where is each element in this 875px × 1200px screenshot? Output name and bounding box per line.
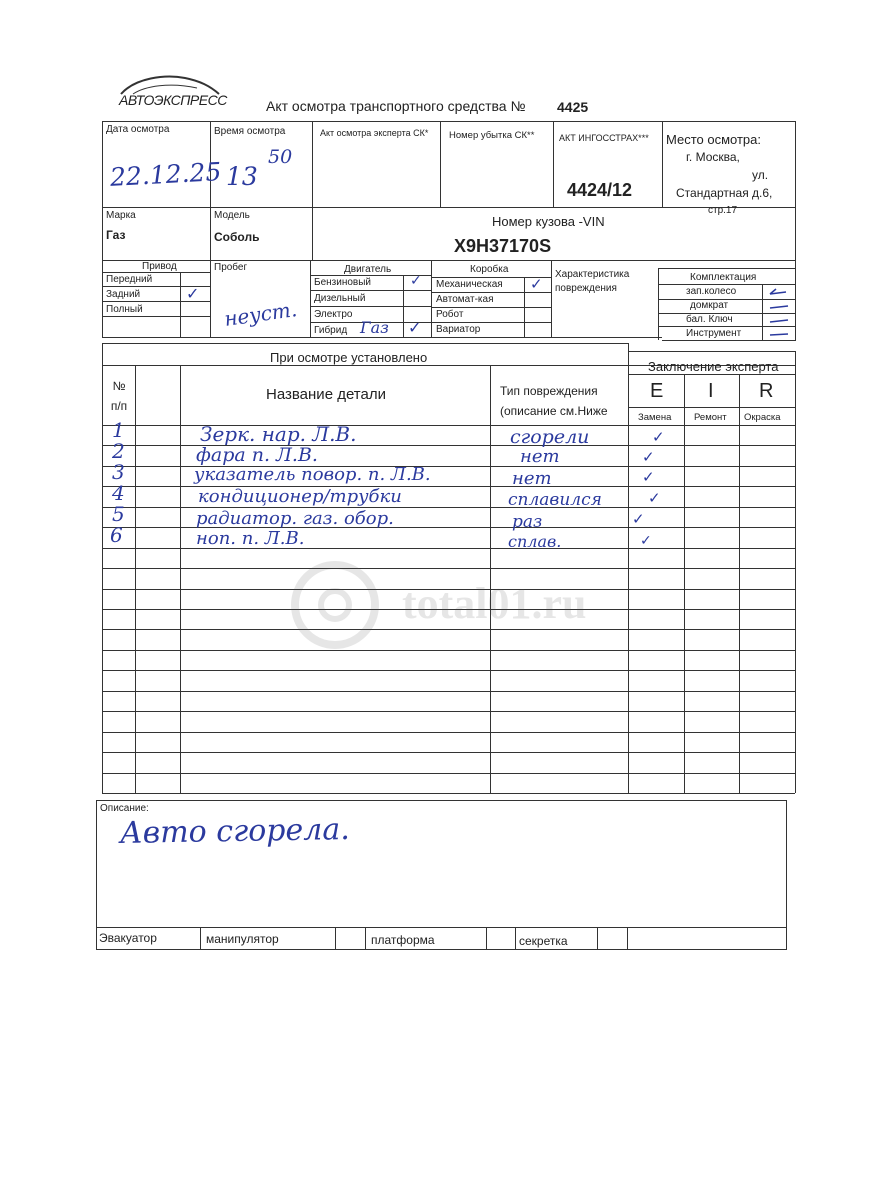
gearbox-label: Коробка [470, 264, 509, 275]
make-label: Марка [106, 210, 136, 221]
row-e-check: ✓ [632, 510, 645, 528]
engine-petrol-check: ✓ [410, 273, 422, 289]
row-number: 3 [112, 460, 125, 484]
row-number: 5 [112, 502, 125, 526]
watermark-text: total01.ru [402, 579, 587, 628]
row-part: указатель повор. п. Л.В. [194, 464, 431, 485]
time-label: Время осмотра [214, 126, 286, 137]
description-text: Авто сгорела. [119, 811, 351, 852]
found-label: При осмотре установлено [270, 350, 428, 365]
table-row-line [102, 773, 795, 774]
row-damage: сгорели [510, 426, 590, 448]
equipment-label: Комплектация [690, 272, 757, 283]
table-row-line [102, 568, 795, 569]
drive-front: Передний [106, 274, 153, 285]
table-row-line [102, 691, 795, 692]
equipment-dash-marks [764, 284, 794, 340]
col-r-label: R [759, 380, 774, 402]
col-e-sub: Замена [638, 412, 672, 423]
engine-hybrid: Гибрид [314, 325, 348, 336]
row-number: 1 [112, 418, 125, 442]
row-part: ноп. п. Л.В. [196, 528, 305, 549]
gearbox-auto: Автомат-кая [436, 294, 494, 305]
table-row-line [102, 793, 795, 794]
mileage-value: неуст. [222, 297, 299, 331]
platform-label: платформа [371, 933, 435, 947]
part-name-label: Название детали [266, 386, 386, 403]
secret-label: секретка [519, 934, 568, 948]
table-row-line [102, 752, 795, 753]
time-minutes: 50 [268, 146, 293, 168]
engine-diesel: Дизельный [314, 293, 366, 304]
table-row-line [102, 650, 795, 651]
table-row-line [102, 732, 795, 733]
vin-label: Номер кузова -VIN [492, 214, 605, 229]
row-e-check: ✓ [642, 468, 655, 486]
no-label: № п/п [110, 379, 128, 413]
table-row-line [102, 629, 795, 630]
manipulator-label: манипулятор [206, 932, 279, 946]
time-value: 13 [226, 162, 258, 191]
place-line-2: ул. [752, 168, 769, 182]
row-part: фара п. Л.В. [196, 444, 318, 466]
row-number: 2 [112, 439, 125, 463]
logo-text: АВТОЭКСПРЕСС [119, 92, 227, 108]
row-number: 4 [112, 481, 125, 505]
place-label: Место осмотра: [666, 132, 761, 147]
expert-conclusion-label: Заключение эксперта [648, 359, 779, 374]
act-title: Акт осмотра транспортного средства № [266, 98, 526, 114]
table-row-line [102, 711, 795, 712]
drive-full: Полный [106, 304, 143, 315]
row-part: кондиционер/трубки [198, 486, 402, 507]
place-line-4: стр.17 [708, 205, 738, 216]
row-number: 6 [110, 523, 123, 547]
place-line-1: г. Москва, [686, 150, 740, 164]
equipment-spare-wheel: зап.колесо [686, 286, 737, 297]
row-damage: сплав. [508, 532, 562, 551]
model-value: Соболь [214, 230, 260, 244]
gearbox-manual: Механическая [436, 279, 503, 290]
table-row-line [102, 670, 795, 671]
drive-label: Привод [142, 261, 177, 272]
tow-label: Эвакуатор [99, 931, 157, 945]
row-e-check: ✓ [640, 533, 652, 549]
make-value: Газ [106, 228, 126, 242]
damage-char-label: Характеристика повреждения [555, 269, 630, 294]
model-label: Модель [214, 210, 250, 221]
row-damage: нет [512, 468, 552, 489]
expert-act-label: Акт осмотра эксперта СК* [320, 128, 429, 138]
col-i-label: I [708, 380, 714, 402]
gearbox-robot: Робот [436, 309, 464, 320]
equipment-wrench: бал. Ключ [686, 314, 733, 325]
act-number: 4425 [557, 99, 589, 115]
engine-electro: Электро [314, 309, 353, 320]
engine-hybrid-check: ✓ [408, 318, 422, 337]
row-part: Зерк. нар. Л.В. [200, 422, 357, 446]
equipment-jack: домкрат [690, 300, 729, 311]
damage-type-label: Тип повреждения (описание см.Ниже [500, 384, 608, 418]
engine-label: Двигатель [344, 264, 392, 275]
gearbox-cvt: Вариатор [436, 324, 481, 335]
row-e-check: ✓ [652, 428, 665, 446]
ingos-label: АКТ ИНГОССТРАХ*** [559, 133, 649, 143]
col-r-sub: Окраска [744, 412, 781, 423]
place-line-3: Стандартная д.6, [676, 186, 773, 200]
company-logo [115, 72, 225, 112]
engine-hybrid-note: Газ [360, 318, 389, 337]
col-i-sub: Ремонт [694, 412, 727, 423]
watermark-logo-icon [290, 560, 390, 650]
drive-rear-check: ✓ [186, 284, 200, 303]
col-e-label: E [650, 380, 664, 402]
date-label: Дата осмотра [106, 124, 170, 135]
row-part: радиатор. газ. обор. [196, 508, 394, 529]
mileage-label: Пробег [214, 262, 248, 273]
row-damage: нет [520, 446, 560, 467]
ingos-value: 4424/12 [567, 180, 633, 200]
row-e-check: ✓ [648, 489, 661, 507]
row-damage: сплавился [508, 490, 602, 510]
date-value: 22.12.25 [109, 157, 223, 192]
row-e-check: ✓ [642, 448, 655, 466]
engine-petrol: Бензиновый [314, 277, 371, 288]
equipment-tools: Инструмент [686, 328, 742, 339]
description-label: Описание: [100, 803, 149, 814]
drive-rear: Задний [106, 289, 141, 300]
vin-value: X9H37170S [454, 236, 552, 256]
row-damage: раз [512, 512, 543, 532]
loss-number-label: Номер убытка СК** [449, 130, 535, 141]
gearbox-manual-check: ✓ [530, 275, 543, 293]
